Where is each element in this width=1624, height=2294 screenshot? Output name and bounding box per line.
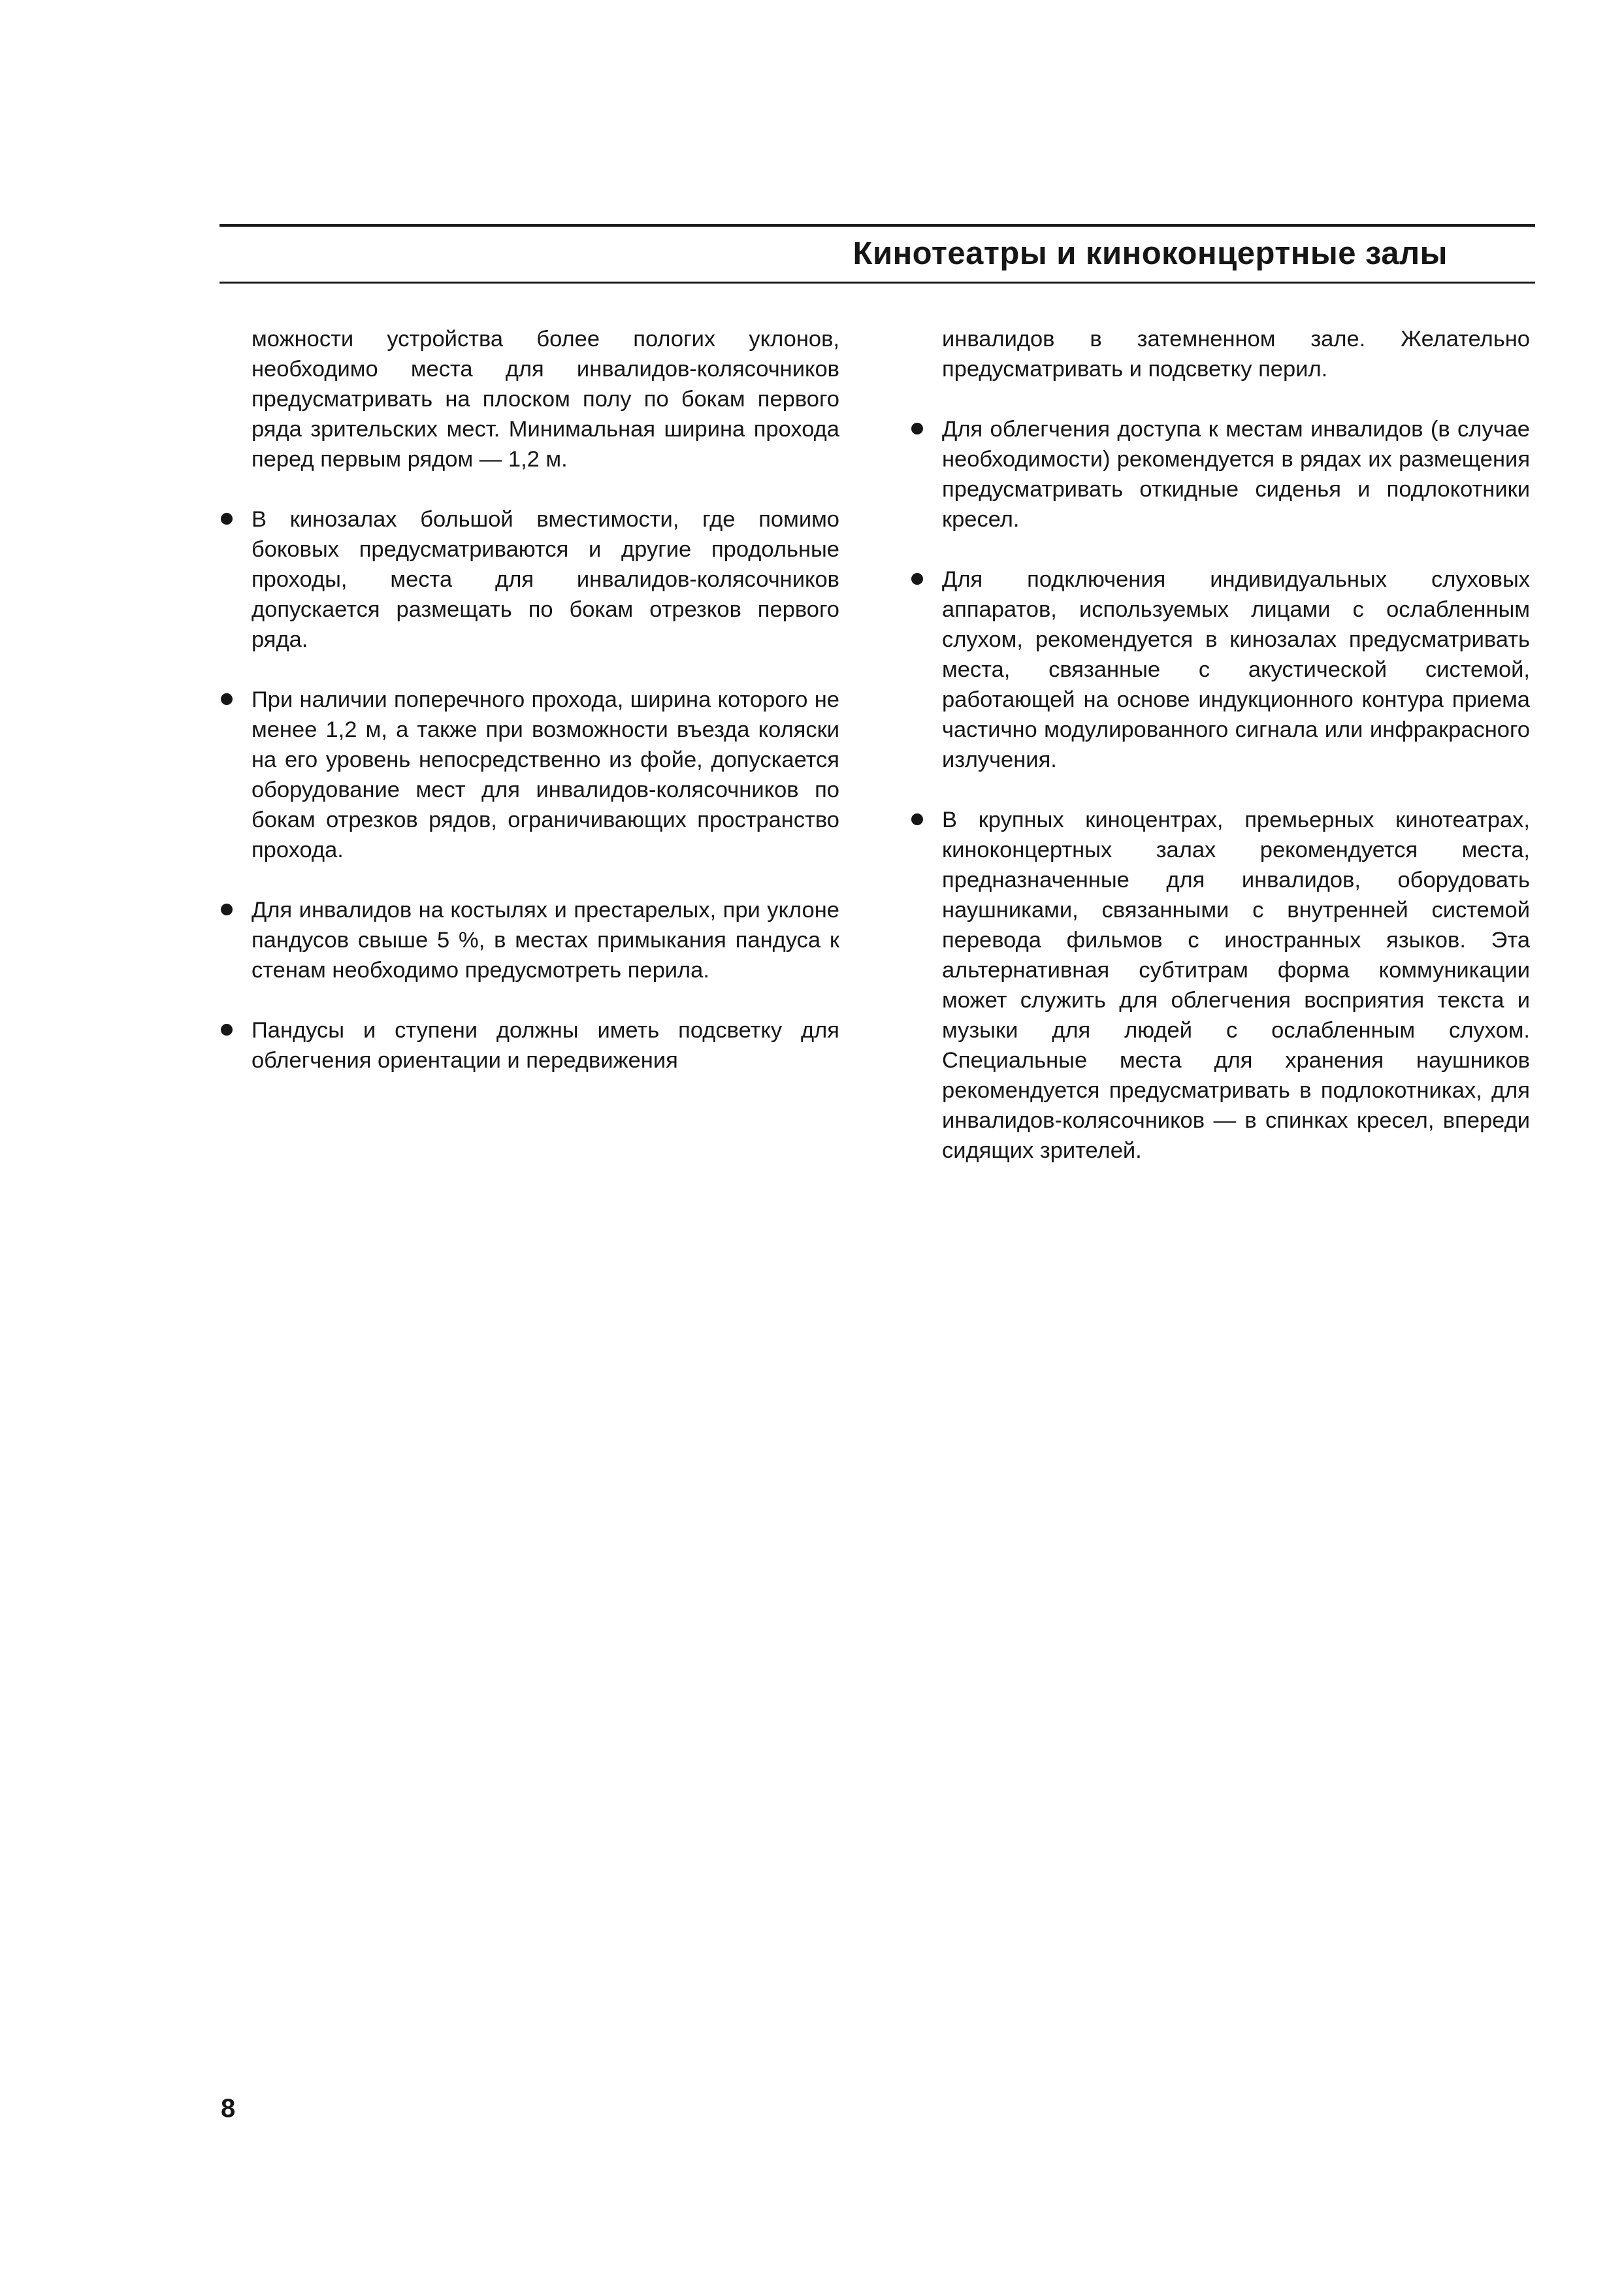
right-column <box>942 324 1530 1166</box>
list-item <box>942 565 1530 775</box>
right-intro-paragraph: инвалидов в затемненном зале. Желательно предусматривать и подсветку перил. <box>942 327 1530 382</box>
list-item <box>252 895 839 985</box>
list-item-text: В крупных киноцентрах, премьерных кинотеатрах, киноконцертных залах рекомендуется места, предназначенные для инвалидов, оборудовать наушниками, связанными с внутренней системой перевода фильмов с иностранных языков. Эта альтернативная субтитрам форма коммуникации может служить для облегчения восприятия текста и музыки для людей с ослабленным слухом. Специальные места для хранения наушников рекомендуется предусматривать в подлокотниках, для инвалидов-колясочников — в спинках кресел, впереди сидящих зрителей. <box>942 808 1530 1163</box>
list-item <box>942 414 1530 534</box>
page-number: 8 <box>221 2094 236 2123</box>
bullet-icon <box>221 513 233 525</box>
list-item-text: Для инвалидов на костылях и престарелых, при уклоне пандусов свыше 5 %, в местах примыкания пандуса к стенам необходимо предусмотреть перила. <box>252 898 839 983</box>
list-item-text: Для подключения индивидуальных слуховых аппаратов, используемых лицами с ослабленным слухом, рекомендуется в кинозалах предусматривать места, связанные с акустической системой, работающей на основе индукционного контура приема частично модулированного сигнала или инфракрасного излучения. <box>942 567 1530 772</box>
bullet-icon <box>911 423 923 434</box>
list-item <box>252 504 839 655</box>
header-rule-bottom <box>219 282 1535 284</box>
list-item-text: При наличии поперечного прохода, ширина которого не менее 1,2 м, а также при возможности въезда коляски на его уровень непосредственно из фойе, допускается оборудование мест для инвалидов-колясочников по бокам отрезков рядов, ограничивающих пространство прохода. <box>252 687 839 862</box>
section-title: Кинотеатры и киноконцертные залы <box>853 236 1448 271</box>
list-item-text: Пандусы и ступени должны иметь подсветку для облегчения ориентации и передвижения <box>252 1018 839 1073</box>
bullet-icon <box>221 904 233 915</box>
list-item <box>252 1015 839 1075</box>
left-intro-paragraph: можности устройства более пологих уклонов, необходимо места для инвалидов-колясочников предусматривать на плоском полу по бокам первого ряда зрительских мест. Минимальная ширина прохода перед первым рядом — 1,2 м. <box>252 327 839 472</box>
list-item <box>252 685 839 865</box>
list-item <box>942 805 1530 1166</box>
header-rule-top <box>219 224 1535 227</box>
bullet-icon <box>221 1024 233 1036</box>
list-item-text: Для облегчения доступа к местам инвалидов (в случае необходимости) рекомендуется в рядах их размещения предусматривать откидные сиденья и подлокотники кресел. <box>942 417 1530 532</box>
left-column <box>252 324 839 1075</box>
bullet-icon <box>221 693 233 705</box>
bullet-icon <box>911 573 923 585</box>
list-item-text: В кинозалах большой вместимости, где помимо боковых предусматриваются и другие продольные проходы, места для инвалидов-колясочников допускается размещать по бокам отрезков первого ряда. <box>252 507 839 652</box>
bullet-icon <box>911 813 923 825</box>
